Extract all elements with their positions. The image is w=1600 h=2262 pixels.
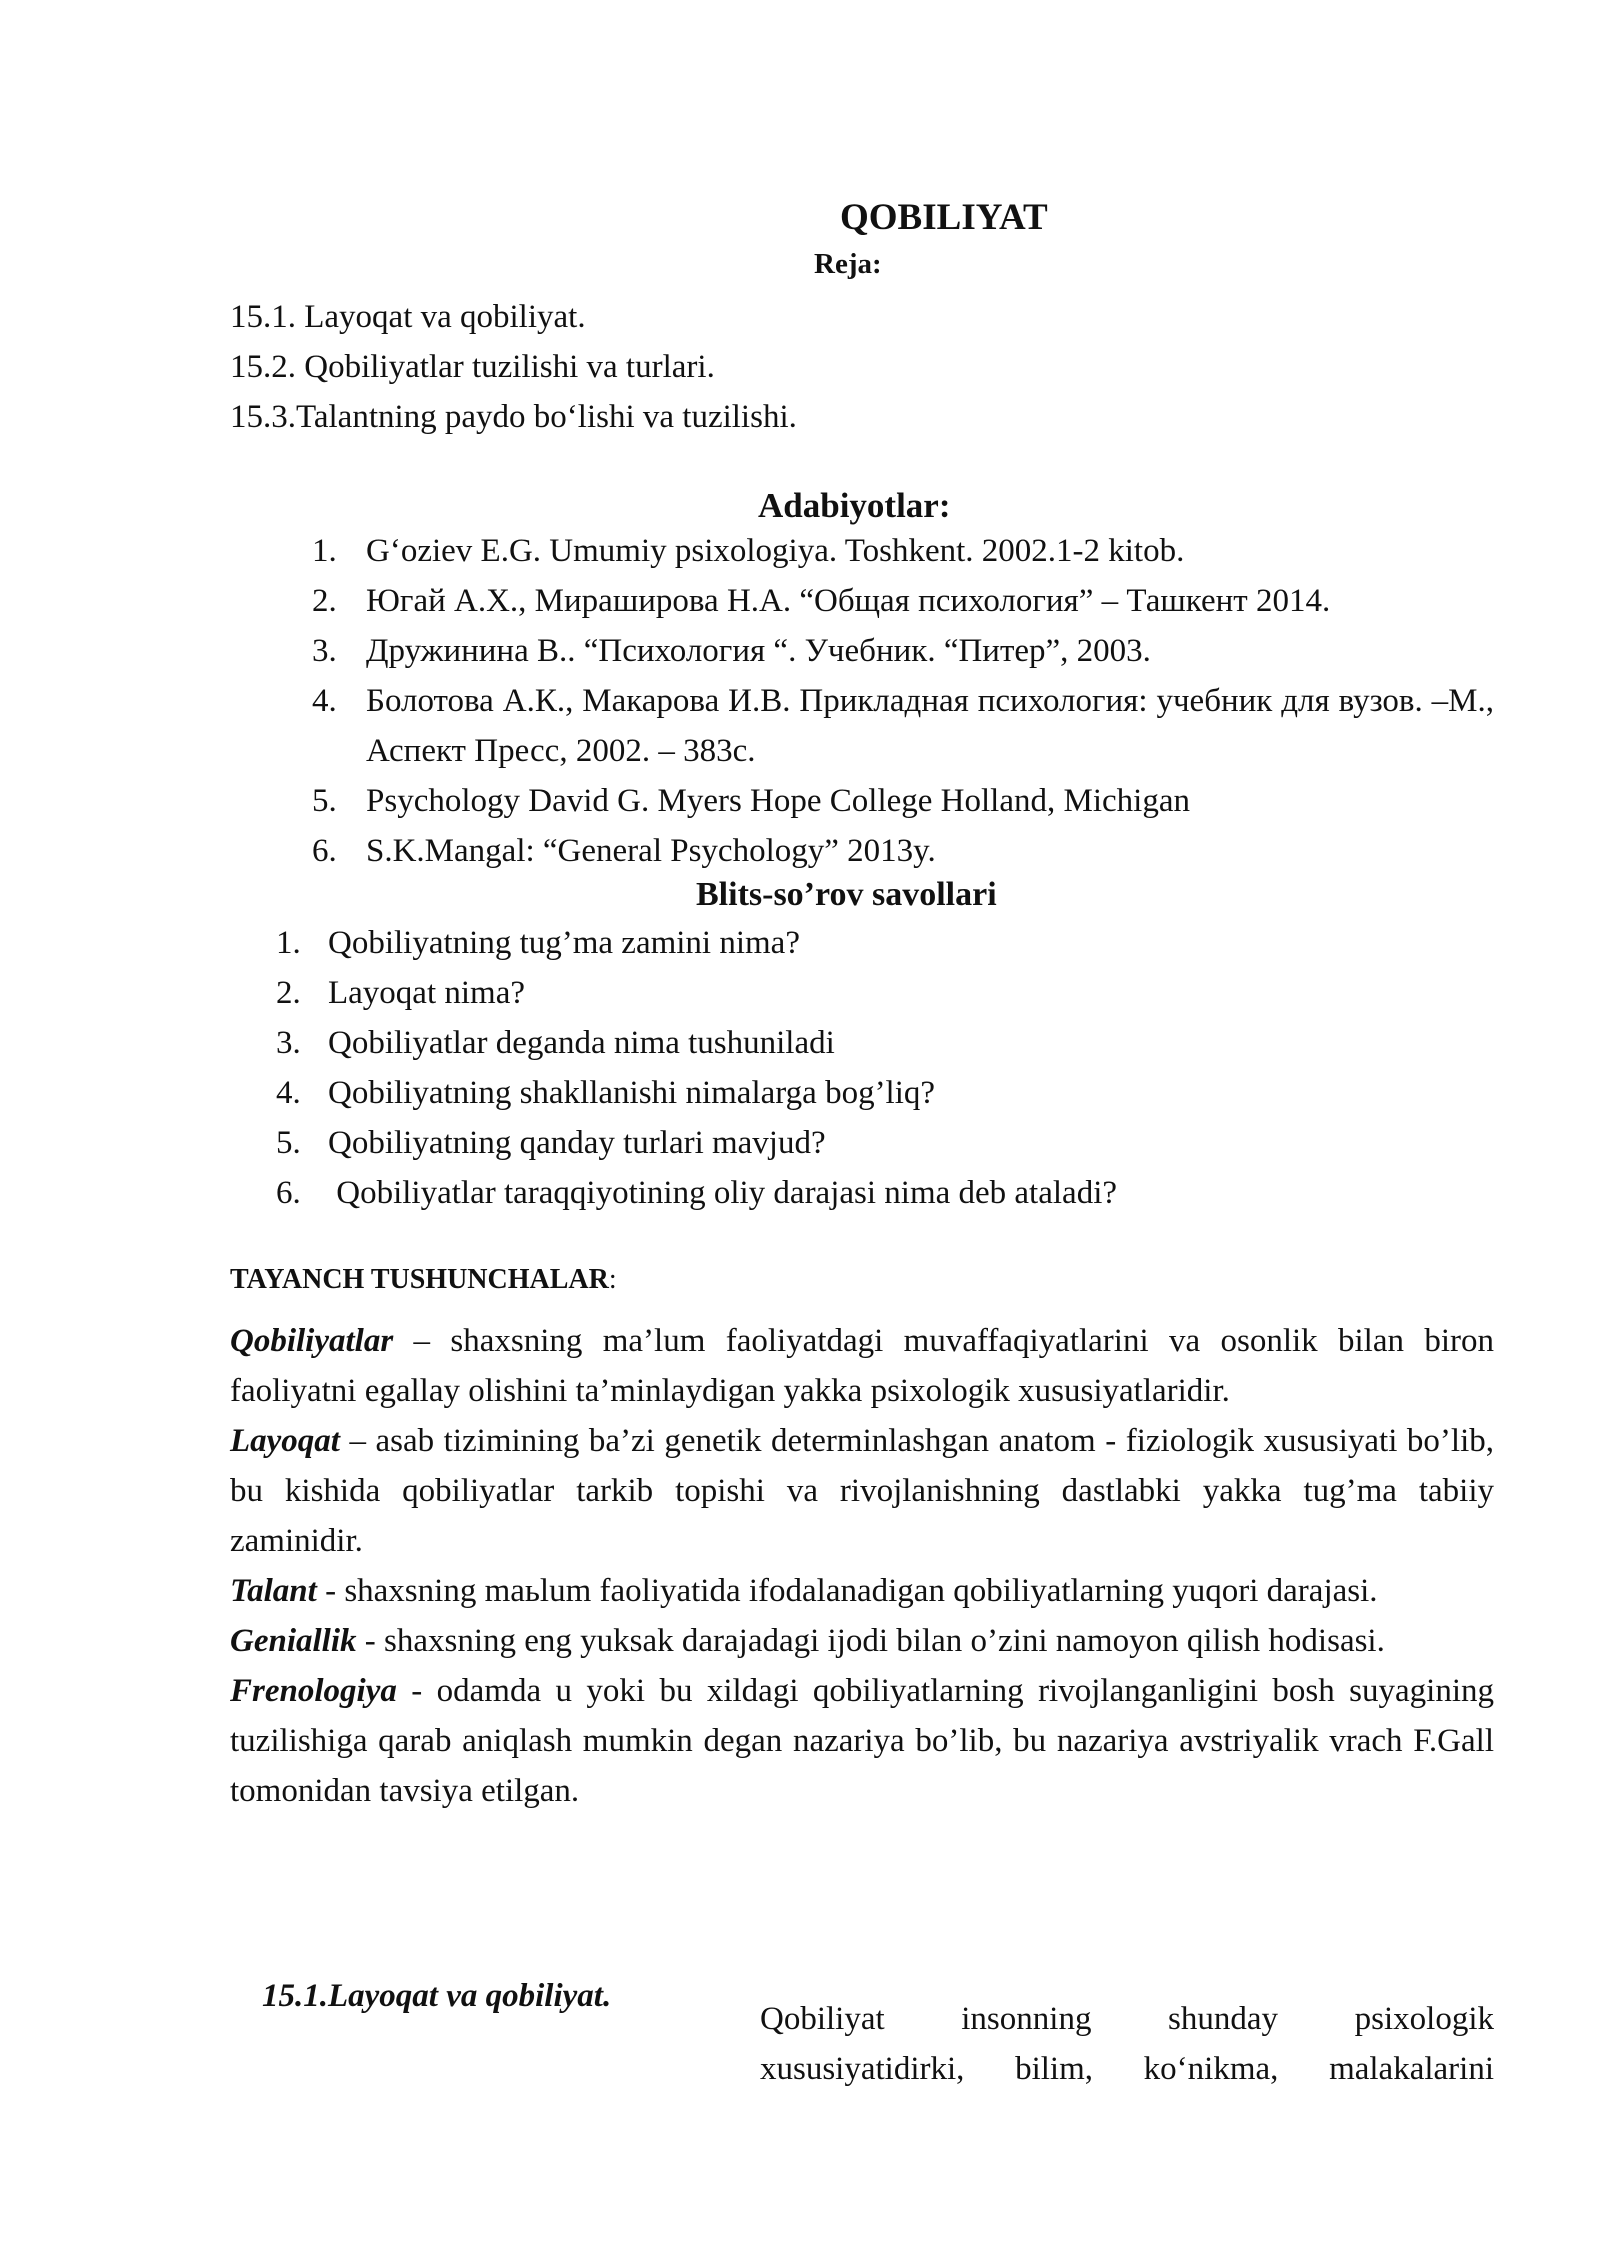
literature-item: [312, 676, 1494, 776]
item-text: Qobiliyatning tug’ma zamini nima?: [328, 925, 800, 961]
section-line: xususiyatidirki, bilim, ko‘nikma, malakalarini: [760, 2051, 1494, 2087]
literature-heading: Adabiyotlar:: [758, 486, 951, 525]
literature-item: [312, 626, 1494, 676]
item-text: Qobiliyatning qanday turlari mavjud?: [328, 1125, 826, 1161]
item-text: Югай А.Х., Мираширова Н.А. “Общая психология” – Ташкент 2014.: [366, 583, 1331, 619]
item-text: Дружинина В.. “Психология “. Учебник. “Питер”, 2003.: [366, 633, 1151, 669]
item-number: 5.: [312, 783, 337, 819]
item-number: 6.: [312, 833, 337, 869]
item-number: 3.: [276, 1025, 301, 1061]
item-number: 4.: [276, 1075, 301, 1111]
literature-list: [312, 526, 1494, 876]
definition: [230, 1566, 1494, 1616]
plan-list: [230, 292, 797, 442]
plan-label: Reja:: [814, 248, 882, 280]
definition-text: – asab tizimining ba’zi genetik determinlashgan anatom - fiziologik xususiyati bo’lib, bu kishida qobiliyatlar tarkib topishi va rivojlanishning dastlabki yakka tug’ma tabiiy zaminidir.: [230, 1423, 1494, 1559]
literature-item: [312, 526, 1494, 576]
item-number: 1.: [276, 925, 301, 961]
blits-heading: Blits-so’rov savollari: [696, 876, 997, 913]
page-title: QOBILIYAT: [840, 197, 1048, 238]
item-text: S.K.Mangal: “General Psychology” 2013y.: [366, 833, 936, 869]
item-text: Болотова А.К., Макарова И.В. Прикладная психология: учебник для вузов. –М., Аспект Пресс, 2002. – 383с.: [366, 683, 1494, 769]
item-text: Qobiliyatlar deganda nima tushuniladi: [328, 1025, 835, 1061]
item-number: 3.: [312, 633, 337, 669]
item-text: Psychology David G. Myers Hope College Holland, Michigan: [366, 783, 1190, 819]
item-number: 5.: [276, 1125, 301, 1161]
definition-term: Frenologiya: [230, 1673, 397, 1709]
question-item: [276, 1068, 1117, 1118]
literature-item: [312, 776, 1494, 826]
concepts-heading-colon: :: [608, 1264, 617, 1295]
item-number: 2.: [312, 583, 337, 619]
definition-text: - odamda u yoki bu xildagi qobiliyatlarning rivojlanganligini bosh suyagining tuzilishiga qarab aniqlash mumkin degan nazariya bo’lib, bu nazariya avstriyalik vrach F.Gall tomonidan tavsiya etilgan.: [230, 1673, 1494, 1809]
plan-item: 15.3.Talantning paydo bo‘lishi va tuzilishi.: [230, 399, 797, 435]
definition-text: - shaxsning eng yuksak darajadagi ijodi bilan o’zini namoyon qilish hodisasi.: [356, 1623, 1385, 1659]
section-heading: 15.1.Layoqat va qobiliyat.: [262, 1978, 612, 2014]
definition-term: Layoqat: [230, 1423, 340, 1459]
item-text: Qobiliyatning shakllanishi nimalarga bog’liq?: [328, 1075, 936, 1111]
question-item: [276, 968, 1117, 1018]
item-number: 1.: [312, 533, 337, 569]
definition-term: Qobiliyatlar: [230, 1323, 394, 1359]
concepts-heading: [230, 1264, 617, 1296]
concepts-heading-text: TAYANCH TUSHUNCHALAR: [230, 1264, 609, 1295]
item-number: 4.: [312, 683, 337, 719]
definition: [230, 1666, 1494, 1816]
definition-term: Talant: [230, 1573, 317, 1609]
item-number: 6.: [276, 1175, 301, 1211]
definitions: [230, 1316, 1494, 1816]
literature-item: [312, 826, 1494, 876]
section-line: Qobiliyat insonning shunday psixologik: [760, 2001, 1494, 2037]
literature-item: [312, 576, 1494, 626]
section-body: [760, 1994, 1494, 2094]
definition: [230, 1316, 1494, 1416]
item-text: G‘oziev E.G. Umumiy psixologiya. Toshkent. 2002.1-2 kitob.: [366, 533, 1185, 569]
definition-text: – shaxsning ma’lum faoliyatdagi muvaffaqiyatlarini va osonlik bilan biron faoliyatni egallay olishini ta’minlaydigan yakka psixologik xususiyatlaridir.: [230, 1323, 1494, 1409]
definition: [230, 1616, 1494, 1666]
question-item: [276, 1018, 1117, 1068]
definition: [230, 1416, 1494, 1566]
definition-text: - shaxsning maьlum faoliyatida ifodalanadigan qobiliyatlarning yuqori darajasi.: [316, 1573, 1378, 1609]
item-text: Qobiliyatlar taraqqiyotining oliy darajasi nima deb ataladi?: [328, 1175, 1118, 1211]
plan-item: 15.1. Layoqat va qobiliyat.: [230, 299, 586, 335]
question-item: [276, 1168, 1117, 1218]
blits-list: [276, 918, 1117, 1218]
question-item: [276, 918, 1117, 968]
question-item: [276, 1118, 1117, 1168]
item-text: Layoqat nima?: [328, 975, 526, 1011]
item-number: 2.: [276, 975, 301, 1011]
plan-item: 15.2. Qobiliyatlar tuzilishi va turlari.: [230, 349, 715, 385]
definition-term: Geniallik: [230, 1623, 357, 1659]
